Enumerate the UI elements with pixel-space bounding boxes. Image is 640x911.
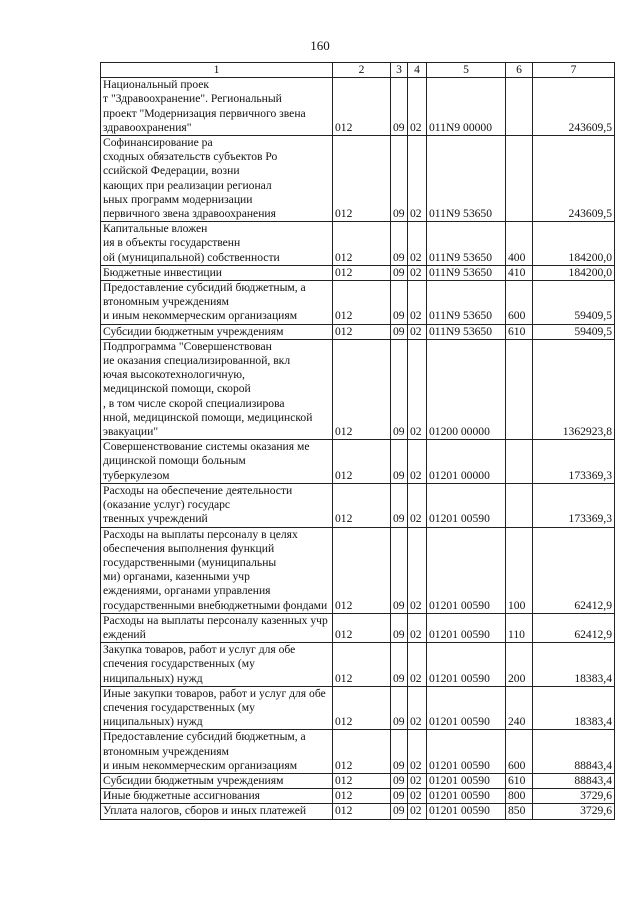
row-cell-col-6: 850 (506, 804, 533, 819)
row-cell-col-4: 02 (408, 804, 427, 819)
row-name-cell (101, 281, 333, 325)
row-name-line: государственными внебюджетными фондами (103, 598, 328, 612)
row-cell-col-5: 01200 00000 (427, 339, 506, 439)
budget-table (100, 62, 615, 820)
row-cell-col-6 (506, 440, 533, 484)
row-cell-col-6: 410 (506, 265, 533, 280)
row-cell-col-4: 02 (408, 730, 427, 774)
table-row (101, 730, 615, 774)
row-cell-col-3: 09 (391, 730, 408, 774)
row-name-line: ие оказания специализированной, вкл (103, 354, 291, 368)
row-name-line: Расходы на выплаты персоналу казенных учр (103, 613, 328, 627)
row-cell-col-4: 02 (408, 265, 427, 280)
row-name-line: Иные закупки товаров, работ и услуг для обе (103, 686, 326, 700)
row-name-line: еждениями, органами управления (103, 584, 271, 598)
table-row (101, 222, 615, 266)
row-cell-col-2: 012 (333, 265, 391, 280)
row-cell-col-2: 012 (333, 804, 391, 819)
row-name-line: кающих при реализации регионал (103, 178, 272, 192)
row-cell-col-4: 02 (408, 339, 427, 439)
row-cell-col-2: 012 (333, 440, 391, 484)
row-name-cell (101, 643, 333, 687)
row-cell-col-2: 012 (333, 78, 391, 136)
row-name-line: Капитальные вложен (103, 222, 208, 236)
row-cell-col-2: 012 (333, 773, 391, 788)
row-cell-col-3: 09 (391, 324, 408, 339)
row-name-line: т "Здравоохранение". Региональный (103, 92, 282, 106)
row-cell-col-4: 02 (408, 613, 427, 642)
row-cell-col-3: 09 (391, 78, 408, 136)
row-cell-col-7: 173369,3 (533, 483, 615, 527)
row-cell-col-2: 012 (333, 789, 391, 804)
row-cell-col-5: 011N9 00000 (427, 78, 506, 136)
row-name-line: первичного звена здравоохранения (103, 207, 276, 221)
row-name-line: Софинансирование ра (103, 136, 213, 150)
row-name-cell (101, 440, 333, 484)
row-cell-col-7: 59409,5 (533, 324, 615, 339)
row-cell-col-7: 62412,9 (533, 527, 615, 613)
row-cell-col-3: 09 (391, 339, 408, 439)
row-cell-col-3: 09 (391, 613, 408, 642)
row-cell-col-5: 01201 00590 (427, 730, 506, 774)
row-cell-col-3: 09 (391, 440, 408, 484)
row-name-cell: Иные бюджетные ассигнования (101, 789, 333, 804)
row-name-cell (101, 78, 333, 136)
row-cell-col-2: 012 (333, 643, 391, 687)
row-cell-col-2: 012 (333, 136, 391, 222)
row-name-line: Расходы на выплаты персоналу в целях (103, 527, 298, 541)
table-row (101, 78, 615, 136)
row-name-line: обеспечения выполнения функций (103, 541, 275, 555)
row-cell-col-6: 400 (506, 222, 533, 266)
row-cell-col-6: 600 (506, 281, 533, 325)
row-cell-col-4: 02 (408, 78, 427, 136)
row-cell-col-3: 09 (391, 804, 408, 819)
row-cell-col-6 (506, 483, 533, 527)
table-row (101, 686, 615, 730)
row-cell-col-2: 012 (333, 339, 391, 439)
row-name-cell (101, 136, 333, 222)
column-header-6: 6 (506, 63, 533, 78)
row-name-line: государственными (муниципальны (103, 555, 277, 569)
row-name-line: проект "Модернизация первичного звена здравоохранения" (103, 106, 306, 134)
row-cell-col-2: 012 (333, 222, 391, 266)
column-header-1: 1 (101, 63, 333, 78)
row-cell-col-4: 02 (408, 773, 427, 788)
column-header-5: 5 (427, 63, 506, 78)
row-cell-col-6: 800 (506, 789, 533, 804)
table-row (101, 527, 615, 613)
row-name-line: втономным учреждениям (103, 295, 229, 309)
row-name-cell (101, 527, 333, 613)
row-cell-col-7: 59409,5 (533, 281, 615, 325)
row-name-line: ниципальных) нужд (103, 715, 203, 729)
row-name-line: нной, медицинской помощи, медицинской эвакуации" (103, 410, 313, 439)
row-name-cell: Бюджетные инвестиции (101, 265, 333, 280)
row-name-cell (101, 613, 333, 642)
row-name-line: и иным некоммерческим организациям (103, 309, 298, 323)
table-row (101, 643, 615, 687)
row-name-line: дицинской помощи больным (103, 454, 246, 468)
row-cell-col-3: 09 (391, 773, 408, 788)
row-cell-col-4: 02 (408, 789, 427, 804)
row-name-line: ссийской Федерации, возни (103, 164, 240, 178)
row-name-line: Закупка товаров, работ и услуг для обе (103, 643, 296, 657)
row-cell-col-3: 09 (391, 281, 408, 325)
column-header-2: 2 (333, 63, 391, 78)
row-cell-col-6: 240 (506, 686, 533, 730)
row-name-cell (101, 222, 333, 266)
row-cell-col-4: 02 (408, 527, 427, 613)
row-name-cell: Уплата налогов, сборов и иных платежей (101, 804, 333, 819)
row-cell-col-5: 01201 00590 (427, 643, 506, 687)
row-name-line: Предоставление субсидий бюджетным, а (103, 730, 306, 744)
row-cell-col-6: 200 (506, 643, 533, 687)
row-cell-col-7: 18383,4 (533, 643, 615, 687)
row-cell-col-7: 184200,0 (533, 265, 615, 280)
row-cell-col-3: 09 (391, 265, 408, 280)
table-row (101, 339, 615, 439)
table-row (101, 773, 615, 788)
row-name-line: втономным учреждениям (103, 744, 229, 758)
row-cell-col-3: 09 (391, 136, 408, 222)
row-cell-col-5: 011N9 53650 (427, 222, 506, 266)
row-cell-col-7: 18383,4 (533, 686, 615, 730)
row-cell-col-6 (506, 136, 533, 222)
row-cell-col-6: 600 (506, 730, 533, 774)
row-name-cell (101, 686, 333, 730)
row-name-line: Расходы на обеспечение деятельности (103, 483, 293, 497)
table-row (101, 324, 615, 339)
row-name-cell (101, 730, 333, 774)
row-cell-col-7: 62412,9 (533, 613, 615, 642)
row-cell-col-3: 09 (391, 483, 408, 527)
page-number: 160 (310, 38, 330, 53)
row-cell-col-7: 88843,4 (533, 730, 615, 774)
row-cell-col-2: 012 (333, 730, 391, 774)
row-name-line: ьных программ модернизации (103, 192, 253, 206)
row-cell-col-2: 012 (333, 527, 391, 613)
row-cell-col-4: 02 (408, 136, 427, 222)
row-cell-col-7: 3729,6 (533, 789, 615, 804)
column-header-3: 3 (391, 63, 408, 78)
row-cell-col-4: 02 (408, 643, 427, 687)
row-cell-col-4: 02 (408, 281, 427, 325)
row-name-line: Совершенствование системы оказания ме (103, 440, 310, 454)
row-cell-col-2: 012 (333, 613, 391, 642)
row-cell-col-5: 011N9 53650 (427, 281, 506, 325)
row-cell-col-2: 012 (333, 686, 391, 730)
row-cell-col-2: 012 (333, 483, 391, 527)
row-cell-col-7: 1362923,8 (533, 339, 615, 439)
row-name-line: сходных обязательств субъектов Ро (103, 150, 278, 164)
row-cell-col-3: 09 (391, 527, 408, 613)
column-header-4: 4 (408, 63, 427, 78)
row-cell-col-3: 09 (391, 222, 408, 266)
row-cell-col-5: 01201 00000 (427, 440, 506, 484)
row-name-line: Предоставление субсидий бюджетным, а (103, 281, 306, 295)
row-name-line: ия в объекты государственн (103, 236, 241, 250)
row-name-line: медицинской помощи, скорой (103, 382, 251, 396)
row-cell-col-3: 09 (391, 789, 408, 804)
table-row (101, 483, 615, 527)
row-name-line: спечения государственных (му (103, 657, 255, 671)
table-row (101, 281, 615, 325)
row-cell-col-7: 173369,3 (533, 440, 615, 484)
table-row (101, 440, 615, 484)
row-name-cell (101, 483, 333, 527)
row-cell-col-4: 02 (408, 483, 427, 527)
row-name-cell: Субсидии бюджетным учреждениям (101, 773, 333, 788)
table-row (101, 265, 615, 280)
row-cell-col-6: 610 (506, 324, 533, 339)
row-cell-col-5: 01201 00590 (427, 804, 506, 819)
row-cell-col-6: 100 (506, 527, 533, 613)
row-name-line: ми) органами, казенными учр (103, 570, 250, 584)
row-name-line: туберкулезом (103, 468, 170, 482)
row-cell-col-7: 243609,5 (533, 78, 615, 136)
table-header-row (101, 63, 615, 78)
row-cell-col-6 (506, 78, 533, 136)
row-cell-col-5: 01201 00590 (427, 773, 506, 788)
row-cell-col-5: 01201 00590 (427, 789, 506, 804)
row-cell-col-7: 243609,5 (533, 136, 615, 222)
row-name-line: Подпрограмма "Совершенствован (103, 339, 272, 353)
row-name-line: Национальный проек (103, 78, 210, 92)
row-cell-col-3: 09 (391, 686, 408, 730)
row-cell-col-5: 011N9 53650 (427, 136, 506, 222)
row-name-line: ючая высокотехнологичную, (103, 368, 245, 382)
row-cell-col-5: 011N9 53650 (427, 324, 506, 339)
row-cell-col-4: 02 (408, 324, 427, 339)
row-cell-col-7: 3729,6 (533, 804, 615, 819)
row-name-cell (101, 339, 333, 439)
row-name-line: твенных учреждений (103, 512, 208, 526)
row-cell-col-6: 110 (506, 613, 533, 642)
row-name-line: ниципальных) нужд (103, 671, 203, 685)
table-row (101, 136, 615, 222)
row-cell-col-7: 184200,0 (533, 222, 615, 266)
row-cell-col-5: 01201 00590 (427, 613, 506, 642)
table-row (101, 789, 615, 804)
table-row (101, 613, 615, 642)
column-header-7: 7 (533, 63, 615, 78)
table-row (101, 804, 615, 819)
table-body (101, 78, 615, 819)
row-cell-col-5: 01201 00590 (427, 686, 506, 730)
row-name-cell: Субсидии бюджетным учреждениям (101, 324, 333, 339)
row-cell-col-6 (506, 339, 533, 439)
row-name-line: еждений (103, 627, 146, 641)
row-name-line: (оказание услуг) государс (103, 498, 231, 512)
row-name-line: ой (муниципальной) собственности (103, 250, 280, 264)
row-cell-col-2: 012 (333, 324, 391, 339)
row-cell-col-5: 01201 00590 (427, 527, 506, 613)
row-name-line: спечения государственных (му (103, 700, 255, 714)
row-cell-col-6: 610 (506, 773, 533, 788)
row-cell-col-4: 02 (408, 440, 427, 484)
row-cell-col-3: 09 (391, 643, 408, 687)
row-cell-col-5: 011N9 53650 (427, 265, 506, 280)
row-name-line: и иным некоммерческим организациям (103, 758, 298, 772)
row-cell-col-4: 02 (408, 222, 427, 266)
row-cell-col-2: 012 (333, 281, 391, 325)
row-name-line: , в том числе скорой специализирова (103, 396, 285, 410)
row-cell-col-7: 88843,4 (533, 773, 615, 788)
row-cell-col-4: 02 (408, 686, 427, 730)
row-cell-col-5: 01201 00590 (427, 483, 506, 527)
